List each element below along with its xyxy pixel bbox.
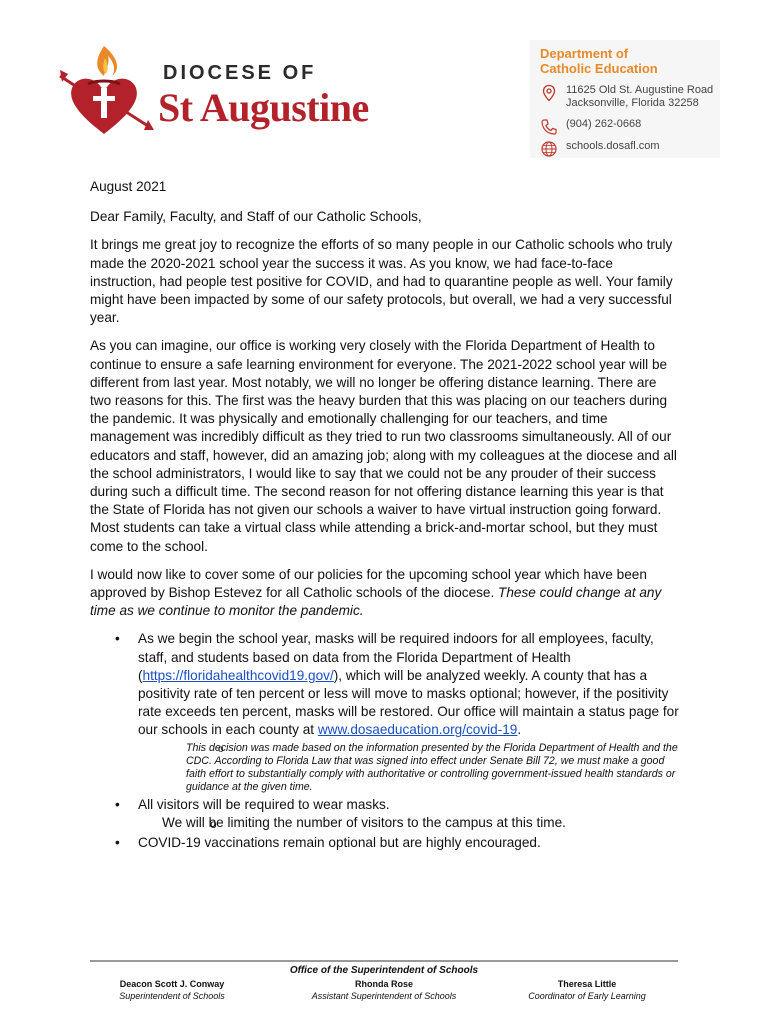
website-link[interactable]: schools.dosafl.com — [566, 140, 660, 152]
list-item-visitors: • All visitors will be required to wear masks. o We will be limiting the number of visitors to the campus at this time. — [90, 796, 680, 832]
footer-person-3: Theresa Little Coordinator of Early Learning — [528, 979, 646, 1001]
florida-health-link[interactable]: https://floridahealthcovid19.gov/ — [142, 667, 334, 683]
phone-icon — [540, 118, 558, 136]
address-row — [540, 84, 713, 110]
paragraph-1: It brings me great joy to recognize the efforts of so many people in our Catholic schools who truly made the 2020-2021 school year the success it was. As you know, we had face-to-face instruction, had people test positive for COVID, and had to quarantine people as well. Your family might have been impacted by some of our safety protocols, but overall, we had a very successful year. — [90, 237, 673, 326]
diocese-logo — [58, 42, 369, 142]
letter-greeting: Dear Family, Faculty, and Staff of our Catholic Schools, — [90, 209, 422, 225]
address-line2: Jacksonville, Florida 32258 — [566, 97, 699, 109]
paragraph-3: I would now like to cover some of our policies for the upcoming school year which have been approved by Bishop Estevez for all Catholic schools of the diocese. These could change at any time as we continue to monitor the pandemic. — [90, 566, 662, 619]
department-title: Department of Catholic Education — [540, 46, 658, 76]
footer-title: Office of the Superintendent of Schools — [289, 965, 479, 976]
list-item-vaccinations: • COVID-19 vaccinations remain optional but are highly encouraged. — [90, 834, 680, 852]
visitors-subnote: o We will be limiting the number of visitors to the campus at this time. — [138, 814, 680, 832]
letter-date: August 2021 — [90, 179, 167, 194]
phone-row — [540, 118, 641, 136]
footer-person-1: Deacon Scott J. Conway Superintendent of Schools — [119, 979, 225, 1001]
sacred-heart-logo-icon — [58, 42, 158, 142]
globe-icon — [540, 140, 558, 158]
paragraph-2: As you can imagine, our office is working very closely with the Florida Department of Health to continue to ensure a safe learning environment for everyone. The 2021-2022 school year will be different from last year. Most notably, we will no longer be offering distance learning. There are two reasons for this. The first was the heavy burden that this was placing on our teachers during the pandemic. It was physically and emotionally challenging for our teachers, and time management was incredibly difficult as they tried to run two classrooms simultaneously. All of our educators and staff, however, did an amazing job; along with my colleagues at the diocese and all the school administrators, I would like to say that we could not be any prouder of their success during such a difficult time. The second reason for not offering distance learning this year is that the State of Florida has not given our schools a waiver to have virtual instruction going forward. Most students can take a virtual class while attending a brick-and-mortar school, but they must come to the school. — [90, 338, 677, 554]
website-row — [540, 140, 660, 158]
phone-number: (904) 262-0668 — [566, 118, 642, 130]
masks-subnote: o This decision was made based on the information presented by the Florida Department of Health and the CDC. According to Florida Law that was signed into effect under Senate Bill 72, we must make a good faith effort to substantially comply with authoritative or controlling government-issued health standards or guidance at the given time. — [138, 742, 680, 794]
letter-body — [90, 178, 680, 854]
footer-divider — [90, 960, 678, 962]
list-item-masks: • As we begin the school year, masks will be required indoors for all employees, faculty, staff, and students based on data from the Florida Department of Health (https://floridahealthcovid19.gov/), which will be analyzed weekly. A county that has a positivity rate of ten percent or less will move to masks optional; however, if the positivity rate exceeds ten percent, masks will be restored. Our office will maintain a status page for our schools in each county at www.dosaeducation.org/covid-19. o This decision was made based on the information presented by the Florida Department of Health and the CDC. According to Florida Law that was signed into effect under Senate Bill 72, we must make a good faith effort to substantially comply with authoritative or controlling government-issued health standards or guidance at the given time. — [90, 630, 680, 793]
logo-text-st-augustine: St Augustine — [158, 85, 369, 130]
footer-person-2: Rhonda Rose Assistant Superintendent of Schools — [311, 979, 457, 1001]
policy-list — [90, 630, 680, 852]
logo-text-diocese: DIOCESE OF — [163, 62, 317, 84]
address-line1: 11625 Old St. Augustine Road — [566, 84, 714, 96]
department-contact-box — [530, 40, 720, 158]
dosa-covid-link[interactable]: www.dosaeducation.org/covid-19 — [317, 722, 518, 738]
policy-disclaimer: These could change at any time as we continue to monitor the pandemic. — [90, 585, 662, 619]
location-pin-icon — [540, 84, 558, 102]
